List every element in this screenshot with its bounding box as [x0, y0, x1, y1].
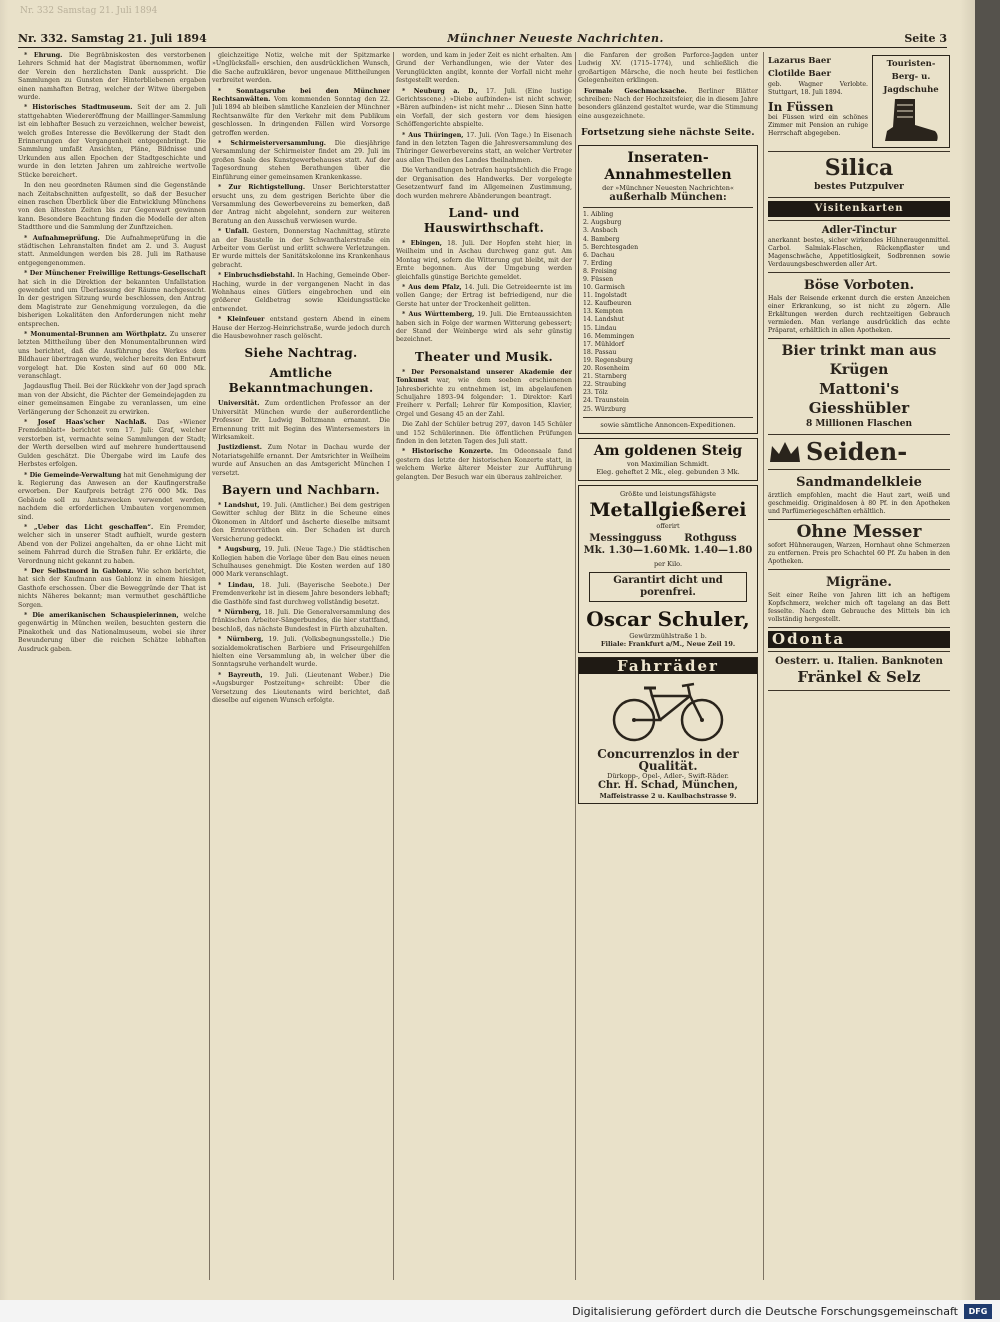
article-paragraph: Jagdausflug Theil. Bei der Rückkehr von der Jagd sprach man von der Absicht, die Pächter der Gemeindejagden zu einer gemeinsamen Eingabe zu veranlassen, um eine Verlängerung der Schonzeit zu erwirken.	[18, 383, 206, 416]
ad-touristen-schuhe: Touristen-Berg- u. Jagdschuhe	[883, 59, 939, 95]
ad-silica-title: Silica	[824, 155, 894, 181]
text-column-1	[18, 52, 206, 1280]
bleed-through-text: Nr. 332 Samstag 21. Juli 1894	[20, 6, 158, 16]
ad-adler-text: anerkannt bestes, sicher wirkendes Hühneraugenmittel. Carbol. Salmiak-Flaschen, Rückenpflaster und Magenschwäche, Appetitlosigkeit, Sodbrennen sowie Verdauungsbeschwerden aller Art.	[768, 237, 950, 269]
article-paragraph: * Historische Konzerte. Im Odeonsaale fand gestern das letzte der historischen Konzerte statt, in welchem Werke älterer Meister zur Aufführung gelangten. Der Besuch war ein überaus zahlreicher.	[396, 448, 572, 481]
article-paragraph: * Kleinfeuer entstand gestern Abend in einem Hause der Herzog-Heinrichstraße, wurde jedoch durch die Hausbewohner rasch gelöscht.	[212, 316, 390, 340]
article-paragraph: * Aus Württemberg, 19. Juli. Die Ernteaussichten haben sich in Folge der warmen Witterung gebessert; der Stand der Weinberge wird als sehr günstig bezeichnet.	[396, 311, 572, 344]
advertisement-column	[768, 52, 950, 1280]
ad-sandmandel-text: ärztlich empfohlen, macht die Haut zart, weiß und geschmeidig. Originaldosen à 80 Pf. in den Apotheken und Parfümeriegeschäften erhältlich.	[768, 492, 950, 516]
article-paragraph: Formale Geschmacksache. Berliner Blätter schreiben: Nach der Hochzeitsfeier, die in diesem Jahre besonders glänzend gestaltet wurde, war die Stimmung eine ausgezeichnete.	[578, 87, 758, 120]
digitization-credit: Digitalisierung gefördert durch die Deutsche Forschungsgemeinschaft	[572, 1304, 958, 1318]
article-paragraph: * Aufnahmeprüfung. Die Aufnahmeprüfung in die städtischen Lehranstalten findet am 2. und 3. August statt. Anmeldungen werden bis 28. Juli im Rathause entgegengenommen.	[18, 234, 206, 267]
ad-banknoten	[768, 652, 950, 691]
ad-visitenkarten-title: Visitenkarten	[768, 201, 950, 217]
inserate-city-item: 2. Augsburg	[583, 219, 622, 227]
ad-fuessen: In Füssen	[768, 100, 834, 114]
text-column-3	[396, 52, 572, 1280]
page-edge-strip	[975, 0, 1000, 1300]
article-paragraph: * Der Personalstand unserer Akademie der Tonkunst war, wie dem soeben erschienenen Jahresberichte zu entnehmen ist, im abgelaufenen Schuljahre 1893–94 folgender: 1. Direktor: Karl Freiherr v. Perfall; Lehrer für Komposition, Klavier, Orgel und Gesang 45 an der Zahl.	[396, 368, 572, 418]
section-heading-land: Land- und Hauswirthschaft.	[423, 205, 545, 235]
inserate-city-item: 23. Tölz	[583, 389, 608, 397]
fahrrad-dealer: Chr. H. Schad, München,	[597, 780, 739, 791]
article-paragraph: * Der Selbstmord in Gablonz. Wie schon berichtet, hat sich der Kaufmann aus Gablonz in einem hiesigen Gasthofe erschossen. Über die Beweggründe der That ist nichts Näheres bekannt; man vermuthet geschäftliche Sorgen.	[18, 567, 206, 609]
issue-date: Samstag 21. Juli 1894	[71, 32, 207, 45]
inserate-city-item: 18. Passau	[583, 348, 617, 356]
article-paragraph: * „Ueber das Licht geschaffen“. Ein Fremder, welcher sich in unserer Stadt aufhielt, wurde gestern Abend von der Polizei angehalten, da er ohne Licht mit seinem Fahrrad durch die Straßen fuhr. Er erklärte, die Verordnung nicht gekannt zu haben.	[18, 523, 206, 565]
ad-silica	[768, 152, 950, 198]
article-paragraph: * Nürnberg, 19. Juli. (Volksbegnungsstelle.) Die sozialdemokratischen Barbiere und Friseurgehilfen hielten eine Versammlung ab, in welcher über die Sonntagsruhe verhandelt wurde.	[212, 636, 390, 669]
ad-migraene	[768, 570, 950, 628]
inserate-city-item: 21. Starnberg	[583, 373, 627, 381]
inserate-city-list	[583, 211, 753, 413]
metall-filiale: Filiale: Frankfurt a/M., Neue Zeil 19.	[600, 639, 736, 648]
article-paragraph: * Nürnberg, 18. Juli. Die Generalversammlung des fränkischen Arbeiter-Sängerbundes, die hier stattfand, beschloß, das nächste Bundesfest in Fürth abzuhalten.	[212, 608, 390, 633]
book-price: Eleg. geheftet 2 Mk., eleg. gebunden 3 Mk.	[596, 467, 740, 476]
inserate-city-item: 11. Ingolstadt	[583, 292, 627, 300]
ad-migraene-title: Migräne.	[826, 575, 892, 591]
metall-item-1: Messingguss	[589, 532, 662, 544]
bicycle-icon	[608, 678, 728, 744]
newspaper-title: Münchner Neueste Nachrichten.	[447, 32, 664, 45]
section-heading-nachtrag: Siehe Nachtrag.	[244, 346, 358, 361]
article-paragraph: * Schirmeisterversammlung. Die diesjährige Versammlung der Schirmeister findet am 29. Juli im großen Saale des Kunstgewerbehauses statt. Auf der Tagesordnung stehen Berathungen über die Einführung einer gemeinsamen Krankenkasse.	[212, 140, 390, 181]
article-paragraph: * Landshut, 19. Juli. (Amtlicher.) Bei dem gestrigen Gewitter schlug der Blitz in die Scheune eines Ökonomen in Altdorf und äscherte dieselbe mitsamt den Erntevorräthen ein. Der Schaden ist durch Versicherung gedeckt.	[212, 502, 390, 543]
column-rule	[209, 52, 210, 1280]
inserate-city-item: 7. Erding	[583, 259, 613, 267]
ad-boese-title: Böse Vorboten.	[803, 278, 915, 294]
fahrrad-title: Fahrräder	[579, 658, 757, 674]
inserate-city-item: 25. Würzburg	[583, 405, 626, 413]
metall-title: Metallgießerei	[589, 498, 747, 521]
inserate-city-item: 13. Kempten	[583, 308, 623, 316]
ad-seiden-title: Seiden-	[806, 437, 908, 467]
inserate-city-item: 5. Berchtesgaden	[583, 243, 639, 251]
metall-per-kilo: per Kilo.	[653, 559, 683, 568]
ad-clotilde-baer: Clotilde Baer	[768, 69, 831, 79]
inserate-subtitle-2: außerhalb München:	[609, 192, 727, 204]
metall-top-line: Größte und leistungsfähigste	[619, 489, 716, 498]
metall-item-2-price: Mk. 1.40—1.80	[668, 544, 753, 556]
section-heading-theater: Theater und Musik.	[415, 349, 553, 364]
article-paragraph: * Unfall. Gestern, Donnerstag Nachmittag, stürzte an der Baustelle in der Schwanthalerstraße ein Arbeiter vom Gerüst und erlitt schwere Verletzungen. Er wurde mittels der Sanitätskolonne ins Krankenhaus gebracht.	[212, 228, 390, 269]
metall-guarantee: Garantirt dicht und porenfrei.	[589, 572, 747, 602]
ad-migraene-text: Seit einer Reihe von Jahren litt ich an heftigem Kopfschmerz, welcher mich oft tagelang an das Bett fesselte. Nach dem Gebrauche des Mittels bin ich vollständig hergestellt.	[768, 592, 950, 624]
ad-ohne-messer	[768, 520, 950, 570]
column-rule	[393, 52, 394, 1280]
ad-mattoni-count: 8 Millionen Flaschen	[806, 419, 912, 430]
inserate-city-item: 3. Ansbach	[583, 227, 618, 235]
ad-bier-title: Bier trinkt man aus Krügen	[781, 343, 937, 379]
article-paragraph: * Augsburg, 19. Juli. (Neue Tage.) Die städtischen Kollegien haben die Vorlage über den Bau eines neuen Schulhauses genehmigt. Die Kosten werden auf 180 000 Mark veranschlagt.	[212, 546, 390, 579]
section-heading-bayern: Bayern und Nachbarn.	[222, 483, 380, 498]
article-paragraph: worden, und kam in jeder Zeit es nicht erhalten. Am Grund der Verhandlungen, wie der Vater des Verunglückten angibt, konnte der Vorfall nicht mehr festgestellt werden.	[396, 52, 572, 85]
article-paragraph: Die Verhandlungen betrafen hauptsächlich die Frage der Organisation des Handwerks. Der vorgelegte Gesetzentwurf fand im Allgemeinen Zustimmung, doch wurden mehrere Abänderungen beantragt.	[396, 167, 572, 200]
article-paragraph: Justizdienst. Zum Notar in Dachau wurde der Notariatsgehilfe ernannt. Der Amtsrichter in Weilheim wurde auf Ansuchen an das Amtsgericht München I versetzt.	[212, 444, 390, 477]
article-paragraph: * Lindau, 18. Juli. (Bayerische Seebote.) Der Fremdenverkehr ist in diesem Jahre besonders lebhaft; die Gasthöfe sind fast durchweg vollständig besetzt.	[212, 581, 390, 606]
page-number: Seite 3	[904, 32, 947, 45]
inserate-city-item: 19. Regensburg	[583, 356, 633, 364]
article-paragraph: * Neuburg a. D., 17. Juli. (Eine lustige Gerichtsscene.) »Diebe aufbinden« ist nicht schwer, »Bären aufbinden« ist nicht mehr ... Diesen Sinn hatte ein Vorfall, der sich gestern vor dem hiesigen Schöffengerichte abspielte.	[396, 87, 572, 129]
article-paragraph: * Sonntagsruhe bei den Münchner Rechtsanwälten. Vom kommenden Sonntag den 22. Juli 1894 ab bleiben sämtliche Kanzleien der Münchner Rechtsanwälte für den Verkehr mit dem Publikum geschlossen. In dringenden Fällen wird Vorsorge getroffen werden.	[212, 87, 390, 137]
inserate-title: Inseraten-Annahmestellen	[604, 150, 732, 184]
ad-sandmandelkleie	[768, 470, 950, 520]
inserate-city-item: 8. Freising	[583, 267, 617, 275]
inserate-subtitle: der »Münchner Neuesten Nachrichten«	[602, 184, 734, 193]
ad-boese-text: Hals der Reisende erkennt durch die ersten Anzeichen einer Erkrankung, so ist nicht zu zögern. Alle Erkältungen werden durch rechtzeitigen Gebrauch vermieden. Man verlange ausdrücklich das echte Präparat, erhältlich in allen Apotheken.	[768, 295, 950, 335]
inserate-city-item: 17. Mühldorf	[583, 340, 625, 348]
section-heading-amtliche: Amtliche Bekanntmachungen.	[228, 366, 374, 396]
text-column-4	[578, 52, 758, 1280]
metallgiesserei-advertisement	[578, 485, 758, 653]
article-paragraph: die Fanfaren der großen Parforce-Jagden unter Ludwig XV. (1715–1774), und schließlich die großartigen Märsche, die noch heute bei festlichen Gelegenheiten erklingen.	[578, 52, 758, 85]
ad-sandmandel-title: Sandmandelkleie	[796, 475, 922, 491]
ad-lazarus-baer: Lazarus Baer	[768, 56, 831, 66]
article-paragraph: * Die amerikanischen Schauspielerinnen, welche gegenwärtig in München weilen, besuchten gestern die Pinakothek und das Nationalmuseum, wobei sie ihrer Bewunderung über die reichen Schätze lebhaften Ausdruck gaben.	[18, 612, 206, 653]
ad-ohne-messer-text: sofort Hühneraugen, Warzen, Hornhaut ohne Schmerzen zu entfernen. Preis pro Schachtel 60 Pf. Zu haben in den Apotheken.	[768, 542, 950, 566]
article-paragraph: * Die Gemeinde-Verwaltung hat mit Genehmigung der k. Regierung das Anwesen an der Kaufingerstraße erworben. Der Kaufpreis beträgt 276 000 Mk. Das Gebäude soll zu Amtszwecken verwendet werden, nachdem die erforderlichen Umbauten vorgenommen sind.	[18, 471, 206, 521]
inserate-city-item: 1. Aibling	[583, 211, 614, 219]
ad-odonta	[768, 628, 950, 651]
inserate-city-item: 6. Dachau	[583, 251, 615, 259]
inserate-city-item: 4. Bamberg	[583, 235, 620, 243]
column-rule	[763, 52, 764, 1280]
ad-seiden	[768, 435, 950, 470]
ad-adler-title: Adler-Tinctur	[821, 225, 897, 237]
digitization-credit-bar	[0, 1300, 1000, 1322]
top-advertisements	[768, 52, 950, 152]
book-author: von Maximilian Schmidt.	[626, 459, 709, 468]
inserate-city-item: 16. Memmingen	[583, 332, 635, 340]
article-paragraph: * Josef Haas'scher Nachlaß. Das »Wiener Fremdenblatt« berichtet vom 17. Juli: Graf, welcher verstorben ist, vermachte seine Sammlungen der Stadt; der Werth derselben wird auf mehrere hunderttausend Gulden geschätzt. Die Übergabe wird im Laufe des Herbstes erfolgen.	[18, 419, 206, 469]
ad-fuessen-text: bei Füssen wird ein schönes Zimmer mit Pension an ruhige Herrschaft abgegeben.	[768, 114, 868, 137]
metall-item-2: Rothguss	[684, 532, 737, 544]
metall-company-name: Oscar Schuler,	[586, 606, 750, 631]
inserate-city-item: 20. Rosenheim	[583, 365, 630, 373]
article-paragraph: * Historisches Stadtmuseum. Seit der am 2. Juli stattgehabten Wiedereröffnung der Maillinger-Sammlung ist ein lebhafter Besuch zu verzeichnen, welcher beweist, welch großes Interesse die Bevölkerung der Stadt den Erinnerungen der Vergangenheit entgegenbringt. Die Sammlung umfaßt Ansichten, Pläne, Bildnisse und Urkunden aus allen Epochen der Stadtgeschichte und wurde in den letzten Jahren um zahlreiche wertvolle Stücke bereichert.	[18, 104, 206, 179]
inserate-annahmestellen-box	[578, 145, 758, 433]
article-paragraph: * Monumental-Brunnen am Wörthplatz. Zu unserer letzten Mittheilung über den Monumentalbrunnen wird uns berichtet, daß die Ausführung des Werkes dem Bildhauer übertragen wurde, welcher bereits den Entwurf vorgelegt hat. Die Kosten sind auf 60 000 Mk. veranschlagt.	[18, 331, 206, 381]
page-header	[18, 30, 947, 48]
ad-visitenkarten	[768, 198, 950, 221]
fahrrad-address: Maffeistrasse 2 u. Kaulbachstrasse 9.	[599, 792, 737, 800]
ad-oesterr-title: Oesterr. u. Italien. Banknoten	[775, 655, 943, 667]
article-paragraph: * Aus dem Pfalz, 14. Juli. Die Getreideernte ist im vollen Gange; der Ertrag ist befriedigend, nur die Gerste hat unter der Trockenheit gelitten.	[396, 283, 572, 308]
boot-icon	[881, 97, 941, 145]
ad-baer-text: geb. Wagner Verlobte. Stuttgart, 18. Juli 1894.	[768, 81, 868, 96]
inserate-city-item: 14. Landshut	[583, 316, 625, 324]
inserate-city-item: 15. Lindau	[583, 324, 617, 332]
dfg-logo: DFG	[964, 1304, 992, 1319]
book-title: Am goldenen Steig	[593, 442, 743, 459]
article-paragraph: Universität. Zum ordentlichen Professor an der Universität München wurde der außerordentliche Professor Dr. Ludwig Boltzmann ernannt. Die Ernennung tritt mit Beginn des Wintersemesters in Wirksamkeit.	[212, 400, 390, 442]
fahrrad-brands: Dürkopp-, Opel-, Adler-, Swift-Räder.	[607, 772, 729, 780]
ad-mattoni-title: Mattoni's Giesshübler	[808, 380, 910, 418]
ad-boese-vorboten	[768, 273, 950, 339]
article-paragraph: * Bayreuth, 19. Juli. (Lieutenant Weber.) Die »Augsburger Postzeitung« schreibt: Über die Versetzung des Lieutenants wird berichtet, daß dieselbe auf eigenen Wunsch erfolgte.	[212, 671, 390, 704]
inserate-footer: sowie sämtliche Annoncen-Expeditionen.	[600, 420, 736, 429]
article-paragraph: * Ehrung. Die Begräbniskosten des verstorbenen Lehrers Schmid hat der Magistrat übernommen, wofür der Verein den herzlichsten Dank ausspricht. Die Sammlungen zu Gunsten der Hinterbliebenen ergaben einen namhaften Betrag, welcher der Witwe übergeben wurde.	[18, 52, 206, 102]
metall-offer: offerirt	[656, 521, 680, 530]
article-paragraph: * Einbruchsdiebstahl. In Haching, Gemeinde Ober-Haching, wurde in der vergangenen Nacht in das Wohnhaus eines Gütlers eingebrochen und ein größerer Geldbetrag sowie Kleidungsstücke entwendet.	[212, 272, 390, 313]
ad-giesshuebler	[768, 339, 950, 435]
inserate-city-item: 22. Straubing	[583, 381, 627, 389]
inserate-city-item: 9. Füssen	[583, 276, 614, 283]
article-paragraph: In den neu geordneten Räumen sind die Gegenstände nach Zeitabschnitten aufgestellt, so daß der Besucher einen raschen Überblick über die Entwicklung Münchens von den ältesten Zeiten bis zur Gegenwart gewinnen kann. Besondere Beachtung finden die Modelle der alten Stadtthore und die Sammlung der Zunftzeichen.	[18, 182, 206, 232]
crown-icon	[768, 438, 802, 466]
issue-number-and-date	[18, 32, 207, 45]
ad-fraenkel-title: Fränkel & Selz	[797, 667, 921, 686]
metall-item-1-price: Mk. 1.30—1.60	[583, 544, 668, 556]
article-paragraph: * Zur Richtigstellung. Unser Berichterstatter ersucht uns, zu dem gestrigen Berichte über die Versammlung des Gewerbevereins zu bemerken, daß der Antrag nicht abgelehnt, sondern zur weiteren Beratung an den Ausschuß verwiesen wurde.	[212, 184, 390, 225]
article-paragraph: * Der Münchener Freiwillige Rettungs-Gesellschaft hat sich in die Direktion der bekannten Unfallstation gewendet und um Überlassung der Räume nachgesucht. In der gestrigen Sitzung wurde beschlossen, den Antrag dem Magistrate zur Genehmigung vorzulegen, da die bisherigen Lokalitäten den Anforderungen nicht mehr entsprechen.	[18, 270, 206, 328]
ad-odonta-title: Odonta	[768, 631, 950, 647]
inserate-city-item: 12. Kaufbeuren	[583, 300, 632, 308]
text-column-2	[212, 52, 390, 1280]
issue-number: Nr. 332.	[18, 32, 68, 45]
inserate-city-item: 10. Garmisch	[583, 284, 625, 292]
fahrrad-advertisement	[578, 657, 758, 804]
continuation-note: Fortsetzung siehe nächste Seite.	[581, 128, 755, 139]
ad-adler-tinctur	[768, 221, 950, 273]
book-advertisement	[578, 438, 758, 481]
ad-silica-subtitle: bestes Putzpulver	[814, 182, 904, 192]
metall-address: Gewürzmühlstraße 1 b.	[629, 631, 707, 640]
inserate-city-item: 24. Traunstein	[583, 397, 629, 405]
fahrrad-slogan: Concurrenzlos in der Qualität.	[597, 747, 739, 773]
metall-price-row	[583, 533, 753, 557]
article-paragraph: * Aus Thüringen, 17. Juli. (Von Tage.) In Eisenach fand in den letzten Tagen die Jahresversammlung des Thüringer Gewerbevereins statt, an welcher Vertreter aus allen Theilen des Landes theilnahmen.	[396, 131, 572, 164]
article-paragraph: Die Zahl der Schüler betrug 297, davon 145 Schüler und 152 Schülerinnen. Die öffentlichen Prüfungen finden in den letzten Tagen des Juli statt.	[396, 421, 572, 446]
ad-ohne-messer-title: Ohne Messer	[796, 522, 922, 543]
column-rule	[575, 52, 576, 1280]
article-paragraph: gleichzeitige Notiz, welche mit der Spitzmarke »Unglücksfall« erschien, den ausdrücklichen Wunsch, die Sache aufzuklären, bevor ungenaue Mittheilungen verbreitet werden.	[212, 52, 390, 85]
article-paragraph: * Ebingen, 18. Juli. Der Hopfen steht hier, in Weilheim und in Aschau durchweg ganz gut. Am Montag wird, sofern die Witterung gut bleibt, mit der Ernte begonnen. Aus der Umgebung werden gleichfalls günstige Berichte gemeldet.	[396, 239, 572, 281]
